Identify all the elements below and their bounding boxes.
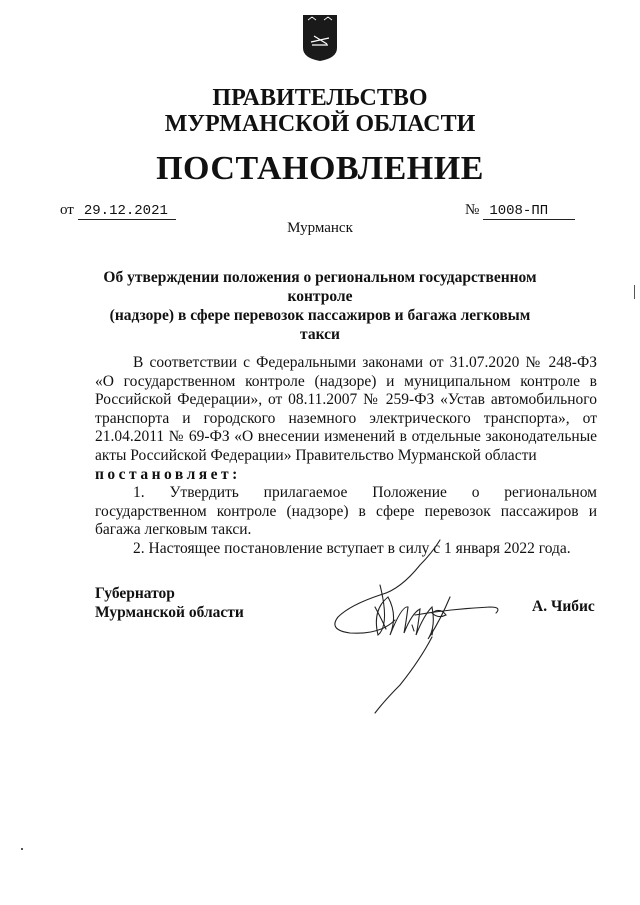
signatory-name: А. Чибис [532,598,595,615]
subject-line2: (надзоре) в сфере перевозок пассажиров и багажа легковым такси [109,307,531,343]
preamble-paragraph: В соответствии с Федеральными законами от 31.07.2020 № 248-ФЗ «О государственном контроле (надзоре) и муниципальном контроле в Российской Федерации», от 08.11.2007 № 259-ФЗ «Устав автомобильного транспорта и городского наземного электрического транспорта», от 21.04.2011 № 69-ФЗ «О внесении изменений в отдельные законодательные акты Российской Федерации» Правительство Мурманской области [95,354,597,464]
number-block [465,201,575,220]
signatory-title-line1: Губернатор [95,585,175,602]
signatory-title-line2: Мурманской области [95,604,244,621]
item-2-paragraph: 2. Настоящее постановление вступает в силу с 1 января 2022 года. [133,539,571,557]
handwritten-signature [320,535,520,720]
signatory-title [95,584,244,622]
document-subject [95,268,545,344]
number-prefix: № [465,202,480,218]
coat-of-arms-icon [302,14,338,62]
document-type: ПОСТАНОВЛЕНИЕ [156,150,484,187]
document-body [95,354,597,559]
document-date: 29.12.2021 [78,203,176,220]
decree-word: постановляет: [95,465,241,483]
org-name-line1: ПРАВИТЕЛЬСТВО [212,85,428,111]
date-prefix: от [60,202,74,218]
date-block [60,201,176,220]
org-name-line2: МУРМАНСКОЙ ОБЛАСТИ [164,111,476,137]
scan-dot [21,848,23,850]
subject-line1: Об утверждении положения о региональном государственном контроле [103,269,537,305]
item-1-paragraph: 1. Утвердить прилагаемое Положение о региональном государственном контроле (надзоре) в сфере перевозок пассажиров и багажа легковым такси. [95,484,597,539]
document-number: 1008-ПП [483,203,575,220]
city: Мурманск [287,220,353,236]
scan-margin-mark [634,285,635,299]
